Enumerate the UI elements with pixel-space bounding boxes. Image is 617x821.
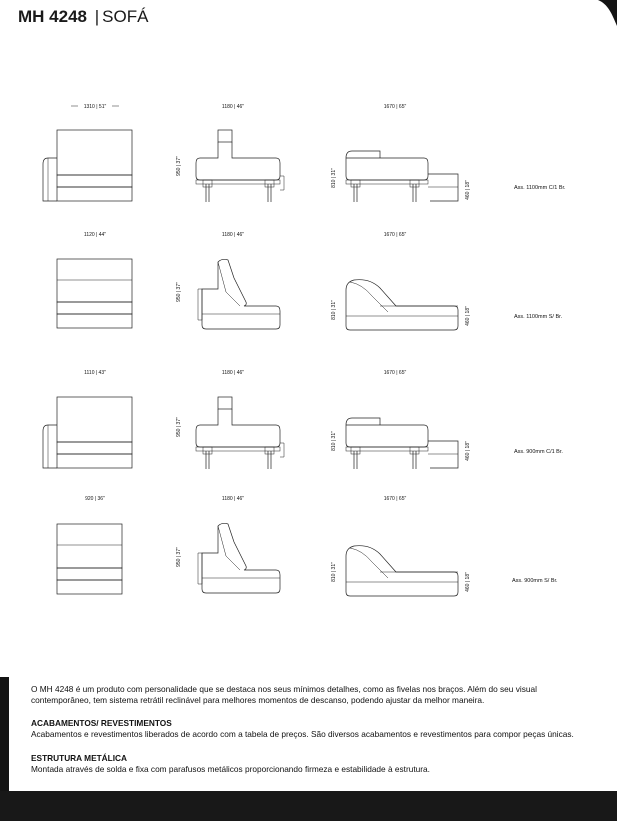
finishes-section [31,718,591,740]
recl-depth-dim: 1670 | 65" [383,496,407,502]
structure-section [31,753,591,775]
side-depth-dim: 1180 | 46" [221,104,245,110]
structure-text: Montada através de solda e fixa com parafusos metálicos proporcionando firmeza e estabilidade à estrutura. [31,764,430,774]
structure-heading: ESTRUTURA METÁLICA [31,753,128,763]
drawing-row-1 [43,104,566,202]
module-label: Ass. 1100mm C/1 Br. [514,185,566,191]
recl-height-dim: 810 | 31" [331,431,337,451]
front-width-dim: 1110 | 43" [84,370,106,376]
recl-depth-dim: 1670 | 65" [383,370,407,376]
side-depth-dim: 1180 | 46" [221,496,245,502]
seat-height-dim: 460 | 18" [465,306,471,326]
left-accent-bar [0,677,9,791]
front-width-dim: 1120 | 44" [83,232,107,238]
reclined-view [346,280,458,330]
side-view [196,397,284,469]
side-depth-dim: 1180 | 46" [221,370,245,376]
front-view-no-arm [57,259,132,328]
reclined-view [346,546,458,596]
front-view-no-arm [57,524,122,594]
recl-height-dim: 810 | 31" [331,562,337,582]
front-view-with-arm [43,397,132,468]
drawing-row-4 [57,496,558,596]
reclined-view [346,418,458,469]
front-width-dim: 1310 | 51" [83,104,107,110]
front-view-with-arm [43,130,132,201]
product-description [31,684,591,706]
height-dim: 950 | 37" [176,547,182,567]
reclined-view [346,151,458,202]
drawing-row-3 [43,370,563,469]
side-view [196,130,284,202]
recl-depth-dim: 1670 | 65" [383,104,407,110]
intro-text: O MH 4248 é um produto com personalidade que se destaca nos seus mínimos detalhes, como as fivelas nos braços. Além do seu visual contemporâneo, tem sistema retrátil reclinável para melhores momentos de descanso, podendo ajustar da melhor maneira. [31,684,537,705]
title-separator: | [94,7,100,26]
recl-height-dim: 810 | 31" [331,168,337,188]
height-dim: 950 | 37" [176,156,182,176]
recl-height-dim: 810 | 31" [331,300,337,320]
footer-bar [0,791,617,821]
seat-height-dim: 460 | 18" [465,572,471,592]
finishes-heading: ACABAMENTOS/ REVESTIMENTOS [31,718,172,728]
module-label: Ass. 900mm S/ Br. [512,578,558,584]
height-dim: 950 | 37" [176,282,182,302]
seat-height-dim: 460 | 18" [465,180,471,200]
finishes-text: Acabamentos e revestimentos liberados de acordo com a tabela de preços. São diversos acabamentos e revestimentos para compor peças únicas. [31,729,574,739]
side-depth-dim: 1180 | 46" [221,232,245,238]
height-dim: 950 | 37" [176,417,182,437]
recl-depth-dim: 1670 | 65" [383,232,407,238]
side-view [198,259,280,329]
side-view [198,523,280,593]
module-label: Ass. 1100mm S/ Br. [514,314,563,320]
front-width-dim: 920 | 36" [85,496,105,502]
drawing-row-2 [57,232,563,330]
seat-height-dim: 460 | 18" [465,441,471,461]
product-category: SOFÁ [102,7,149,26]
module-label: Ass. 900mm C/1 Br. [514,449,563,455]
product-code: MH 4248 [18,7,87,26]
